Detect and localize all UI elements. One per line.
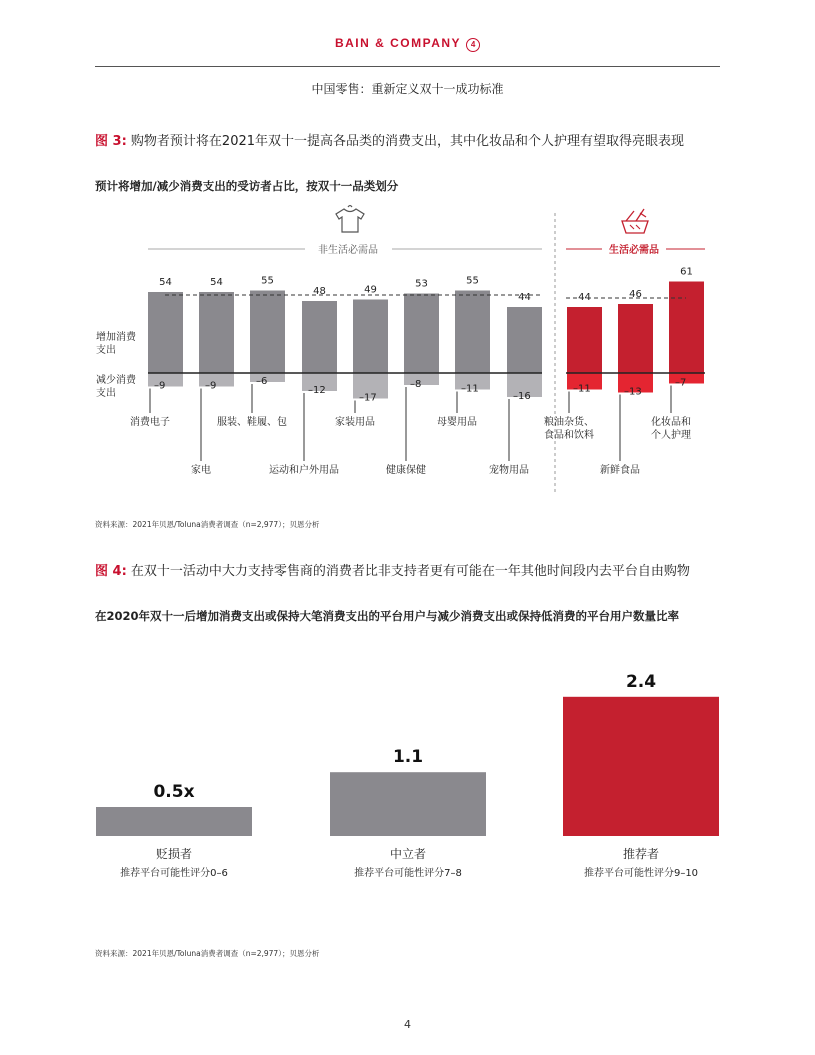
bar-increase xyxy=(507,307,542,373)
value-label-decrease: –13 xyxy=(624,386,642,398)
bar-increase xyxy=(404,294,439,374)
value-label-increase: 46 xyxy=(629,289,642,300)
value-label-increase: 53 xyxy=(415,278,428,290)
value-label-decrease: –9 xyxy=(154,380,166,392)
group-nonessential-label: 非生活必需品 xyxy=(318,245,378,256)
value-label-decrease: –16 xyxy=(513,391,531,402)
ratio-bar xyxy=(330,772,486,836)
ratio-value-label: 0.5x xyxy=(153,782,195,802)
bar-increase xyxy=(199,292,234,373)
decrease-label-line1: 减少消费 xyxy=(96,375,136,386)
grocery-icon xyxy=(622,209,648,233)
ratio-category-label: 中立者 xyxy=(389,847,427,861)
ratio-value-label: 2.4 xyxy=(625,671,657,692)
value-label-increase: 61 xyxy=(680,266,693,278)
figure4-chart xyxy=(0,660,815,890)
ratio-category-sublabel: 推荐平台可能性评分9–10 xyxy=(583,868,699,879)
value-label-increase: 55 xyxy=(261,275,274,287)
bar-increase xyxy=(250,291,285,374)
bar-increase xyxy=(353,300,388,374)
category-label: 宠物用品 xyxy=(489,465,529,476)
value-label-increase: 54 xyxy=(210,277,223,288)
category-label: 个人护理 xyxy=(651,430,691,441)
figure3-source: 资料来源：2021年贝恩/Toluna消费者调查（n=2,977）；贝恩分析 xyxy=(95,520,320,529)
bar-increase xyxy=(302,301,337,373)
value-label-decrease: –17 xyxy=(359,392,377,404)
value-label-increase: 44 xyxy=(518,292,531,303)
ratio-category-label: 推荐者 xyxy=(622,847,660,861)
category-label: 粮油杂货、 xyxy=(544,417,594,428)
category-label: 家电 xyxy=(191,465,211,476)
bar-increase xyxy=(669,282,704,374)
category-label: 家装用品 xyxy=(335,417,375,428)
brand-header xyxy=(0,36,815,52)
increase-label-line2: 支出 xyxy=(96,345,116,356)
category-label: 服装、鞋履、包 xyxy=(217,417,287,428)
figure3-subtitle: 预计将增加/减少消费支出的受访者占比，按双十一品类划分 xyxy=(95,179,399,193)
value-label-decrease: –8 xyxy=(410,379,422,390)
category-label: 食品和饮料 xyxy=(544,430,594,441)
ratio-bar xyxy=(96,807,252,836)
brand-logo-icon: 4 xyxy=(466,38,480,52)
value-label-increase: 44 xyxy=(578,292,591,303)
ratio-category-sublabel: 推荐平台可能性评分0–6 xyxy=(120,868,228,879)
value-label-increase: 55 xyxy=(466,275,479,287)
value-label-increase: 48 xyxy=(313,286,326,297)
bar-increase xyxy=(618,304,653,373)
decrease-label-line2: 支出 xyxy=(96,388,116,399)
figure4-label: 图 4: xyxy=(95,564,127,579)
figure4-title-row xyxy=(95,560,690,579)
figure4-subtitle: 在2020年双十一后增加消费支出或保持大笔消费支出的平台用户与减少消费支出或保持低消费的平台用户数量比率 xyxy=(95,609,680,623)
category-label: 运动和户外用品 xyxy=(269,465,339,476)
value-label-decrease: –12 xyxy=(308,385,326,396)
value-label-decrease: –6 xyxy=(256,376,268,387)
value-label-decrease: –11 xyxy=(573,383,591,395)
figure3-title-row xyxy=(95,130,684,149)
category-label: 母婴用品 xyxy=(437,417,477,428)
figure4-source: 资料来源：2021年贝恩/Toluna消费者调查（n=2,977）；贝恩分析 xyxy=(95,949,320,958)
ratio-category-sublabel: 推荐平台可能性评分7–8 xyxy=(354,868,462,879)
ratio-value-label: 1.1 xyxy=(392,747,424,768)
group-essential-label: 生活必需品 xyxy=(609,245,659,256)
category-label: 消费电子 xyxy=(130,417,170,428)
shirt-icon xyxy=(336,206,364,233)
bar-increase xyxy=(455,291,490,374)
figure3-chart xyxy=(0,195,815,505)
category-label: 化妆品和 xyxy=(651,417,691,428)
bar-increase xyxy=(148,292,183,373)
header-divider xyxy=(95,66,720,67)
ratio-bar xyxy=(563,697,719,836)
figure4-title: 在双十一活动中大力支持零售商的消费者比非支持者更有可能在一年其他时间段内去平台自由购物 xyxy=(130,564,690,579)
increase-label-line1: 增加消费 xyxy=(96,332,136,343)
category-label: 健康保健 xyxy=(386,465,426,476)
category-label: 新鲜食品 xyxy=(600,465,640,476)
value-label-decrease: –7 xyxy=(675,377,687,389)
value-label-increase: 54 xyxy=(159,277,172,288)
value-label-decrease: –11 xyxy=(461,383,479,395)
ratio-category-label: 贬损者 xyxy=(155,847,193,861)
figure3-title: 购物者预计将在2021年双十一提高各品类的消费支出，其中化妆品和个人护理有望取得亮眼表现 xyxy=(130,134,685,149)
page-number: 4 xyxy=(404,1018,411,1031)
report-subtitle: 中国零售：重新定义双十一成功标准 xyxy=(311,82,504,96)
brand-name: BAIN & COMPANY xyxy=(334,36,462,50)
bar-increase xyxy=(567,307,602,373)
value-label-increase: 49 xyxy=(364,284,377,296)
figure3-label: 图 3: xyxy=(95,134,127,149)
value-label-decrease: –9 xyxy=(205,380,217,392)
